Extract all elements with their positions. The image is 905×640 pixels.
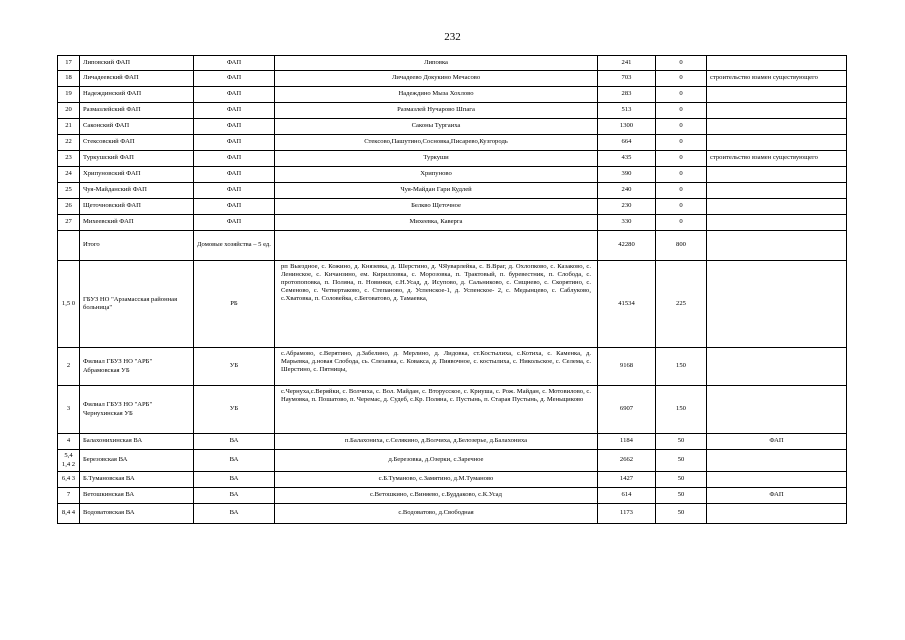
facility-type-cell: ВА xyxy=(194,472,275,488)
row-number-cell: 3 xyxy=(58,386,80,434)
facility-type-cell: ВА xyxy=(194,504,275,524)
table-row xyxy=(58,135,847,151)
settlements-cell: Надеждино Мыза Хохлово xyxy=(275,87,598,103)
settlements-cell: Размазлей Нучарово Шпага xyxy=(275,103,598,119)
note-cell: строительство взамен существующего xyxy=(707,71,847,87)
note-cell: строительство взамен существующего xyxy=(707,151,847,167)
note-cell xyxy=(707,183,847,199)
table-row xyxy=(58,348,847,386)
facility-name-cell: Саконский ФАП xyxy=(80,119,194,135)
capacity-value-cell: 225 xyxy=(656,261,707,348)
row-number-cell: 17 xyxy=(58,56,80,71)
facility-name-cell: Стексовский ФАП xyxy=(80,135,194,151)
note-cell xyxy=(707,135,847,151)
population-cell: 664 xyxy=(598,135,656,151)
page-number: 232 xyxy=(444,31,461,43)
population-cell: 2662 xyxy=(598,450,656,472)
population-cell: 614 xyxy=(598,488,656,504)
note-cell xyxy=(707,199,847,215)
facility-type-cell: ФАП xyxy=(194,71,275,87)
facility-name-cell: Личадеевский ФАП xyxy=(80,71,194,87)
settlements-cell: с.Ветошкино, с.Виняево, с.Буддаково, с.К.Усад xyxy=(275,488,598,504)
settlements-cell: Саконы Тургаиха xyxy=(275,119,598,135)
table-row xyxy=(58,71,847,87)
facility-name-cell: Итого xyxy=(80,231,194,261)
settlements-cell: д.Березовка, д.Озерки, с.Заречное xyxy=(275,450,598,472)
population-cell: 42280 xyxy=(598,231,656,261)
row-number-cell: 23 xyxy=(58,151,80,167)
note-cell xyxy=(707,56,847,71)
note-cell xyxy=(707,472,847,488)
population-cell: 1173 xyxy=(598,504,656,524)
facility-type-cell: ФАП xyxy=(194,167,275,183)
settlements-cell: рп Выездное, с. Кожино, д. Князевка, д. Шерстино, д. ЧЯуварлейка, с. В.Враг, д. Охлопково, с. Казаково, с. Ленинское, с. Кичанзино, ем. Кирилловка, с. Морозовка, п. Трактовый, п. буревестник, п. Слобода, с. протопоповка, п. Поляна, п. Новинки, с.Н.Усад, д. Исупово, д. Сальниково, с. Сищнево, с. Скорятино, с. Семеново, с. Четвертаково, с. Степаново, д. Успенское-1, д. Успенское- 2, с. Медынцево, с. Саблуково, с.Хватовка, п. Соловейка, с.Беговатово, д. Тамаевка, xyxy=(275,261,598,348)
table-row xyxy=(58,434,847,450)
settlements-cell: с.Водоватово, д.Свободная xyxy=(275,504,598,524)
capacity-value-cell: 0 xyxy=(656,56,707,71)
capacity-value-cell: 0 xyxy=(656,103,707,119)
table-row xyxy=(58,87,847,103)
capacity-value-cell: 50 xyxy=(656,488,707,504)
table-row xyxy=(58,488,847,504)
facility-type-cell: ВА xyxy=(194,488,275,504)
capacity-value-cell: 0 xyxy=(656,199,707,215)
facility-name-cell: Чуя-Майданский ФАП xyxy=(80,183,194,199)
population-cell: 41534 xyxy=(598,261,656,348)
facility-name-cell: Липовский ФАП xyxy=(80,56,194,71)
row-number-cell: 25 xyxy=(58,183,80,199)
table-row xyxy=(58,261,847,348)
facility-name-cell: Хрипуновский ФАП xyxy=(80,167,194,183)
settlements-cell: Личадеево Докукино Мечасово xyxy=(275,71,598,87)
settlements-cell: Хрипуново xyxy=(275,167,598,183)
capacity-value-cell: 50 xyxy=(656,472,707,488)
note-cell xyxy=(707,261,847,348)
row-number-cell: 8,4 4 xyxy=(58,504,80,524)
settlements-cell: Туркуши xyxy=(275,151,598,167)
population-cell: 513 xyxy=(598,103,656,119)
facility-name-cell: Щеточновский ФАП xyxy=(80,199,194,215)
note-cell xyxy=(707,103,847,119)
table-row xyxy=(58,103,847,119)
facility-type-cell: ФАП xyxy=(194,119,275,135)
row-number-cell: 1,5 0 xyxy=(58,261,80,348)
row-number-cell: 22 xyxy=(58,135,80,151)
facility-type-cell: ФАП xyxy=(194,199,275,215)
facility-type-cell: УБ xyxy=(194,348,275,386)
row-number-cell: 19 xyxy=(58,87,80,103)
facility-name-cell: Водоватовская ВА xyxy=(80,504,194,524)
capacity-value-cell: 150 xyxy=(656,348,707,386)
facility-type-cell: ФАП xyxy=(194,151,275,167)
facility-name-cell: Балахонихинская ВА xyxy=(80,434,194,450)
capacity-value-cell: 0 xyxy=(656,71,707,87)
note-cell xyxy=(707,167,847,183)
facility-name-cell: Ветошкинская ВА xyxy=(80,488,194,504)
facility-name-cell: Надеждинский ФАП xyxy=(80,87,194,103)
facility-name-cell: Филиал ГБУЗ НО "АРБ" Чернухинская УБ xyxy=(80,386,194,434)
population-cell: 703 xyxy=(598,71,656,87)
row-number-cell xyxy=(58,231,80,261)
note-cell xyxy=(707,348,847,386)
facility-type-cell: ФАП xyxy=(194,183,275,199)
population-cell: 1300 xyxy=(598,119,656,135)
settlements-cell: Чуя-Майдан Гари Кудлей xyxy=(275,183,598,199)
settlements-cell: с.Чернуха,с.Веряйки, с. Волчиха, с. Вол. Майдан, с. Вторусское, с. Криуша, с. Рож. Майдан, с. Мотовилово, с. Наумовка, п. Пошатово, п. Черемас, д. Судеб, с.Кр. Поляна, с. Пустынь, п. Старая Пустынь, д. Меньщиково xyxy=(275,386,598,434)
population-cell: 1427 xyxy=(598,472,656,488)
row-number-cell: 21 xyxy=(58,119,80,135)
capacity-value-cell: 0 xyxy=(656,151,707,167)
table-row xyxy=(58,183,847,199)
note-cell: ФАП xyxy=(707,434,847,450)
facility-name-cell: Филиал ГБУЗ НО "АРБ" Абрамовская УБ xyxy=(80,348,194,386)
facility-type-cell: РБ xyxy=(194,261,275,348)
settlements-cell: с.Б.Туманово, с.Замятино, д.М.Туманово xyxy=(275,472,598,488)
note-cell: ФАП xyxy=(707,488,847,504)
row-number-cell: 7 xyxy=(58,488,80,504)
table-row xyxy=(58,504,847,524)
population-cell: 330 xyxy=(598,215,656,231)
row-number-cell: 20 xyxy=(58,103,80,119)
capacity-value-cell: 150 xyxy=(656,386,707,434)
table-row xyxy=(58,215,847,231)
capacity-value-cell: 800 xyxy=(656,231,707,261)
table-row xyxy=(58,386,847,434)
facility-name-cell: Размазлейский ФАП xyxy=(80,103,194,119)
table-row xyxy=(58,450,847,472)
capacity-value-cell: 0 xyxy=(656,87,707,103)
settlements-cell: Липовка xyxy=(275,56,598,71)
population-cell: 6907 xyxy=(598,386,656,434)
table-row xyxy=(58,167,847,183)
population-cell: 241 xyxy=(598,56,656,71)
row-number-cell: 6,4 3 xyxy=(58,472,80,488)
note-cell xyxy=(707,386,847,434)
facility-type-cell: ФАП xyxy=(194,215,275,231)
facility-name-cell: Березовская ВА xyxy=(80,450,194,472)
note-cell xyxy=(707,87,847,103)
facility-type-cell: ВА xyxy=(194,434,275,450)
capacity-value-cell: 50 xyxy=(656,450,707,472)
facility-name-cell: ГБУЗ НО "Арзамасская районная больница" xyxy=(80,261,194,348)
table-row xyxy=(58,199,847,215)
population-cell: 240 xyxy=(598,183,656,199)
row-number-cell: 26 xyxy=(58,199,80,215)
note-cell xyxy=(707,215,847,231)
population-cell: 1184 xyxy=(598,434,656,450)
note-cell xyxy=(707,504,847,524)
settlements-cell: п.Балахониха, с.Селякино, д.Волчиха, д.Белозерье, д.Балахониха xyxy=(275,434,598,450)
settlements-cell xyxy=(275,231,598,261)
capacity-value-cell: 0 xyxy=(656,119,707,135)
row-number-cell: 5,4 1,4 2 xyxy=(58,450,80,472)
settlements-cell: Стексово,Пашутино,Сосновка,Писарево,Кузгородь xyxy=(275,135,598,151)
facility-name-cell: Михеевский ФАП xyxy=(80,215,194,231)
capacity-value-cell: 50 xyxy=(656,434,707,450)
note-cell xyxy=(707,231,847,261)
facility-name-cell: Туркушский ФАП xyxy=(80,151,194,167)
facility-name-cell: Б.Тумановская ВА xyxy=(80,472,194,488)
capacity-value-cell: 0 xyxy=(656,215,707,231)
capacity-value-cell: 0 xyxy=(656,167,707,183)
population-cell: 9168 xyxy=(598,348,656,386)
population-cell: 283 xyxy=(598,87,656,103)
note-cell xyxy=(707,450,847,472)
facilities-table xyxy=(57,55,847,524)
row-number-cell: 24 xyxy=(58,167,80,183)
population-cell: 435 xyxy=(598,151,656,167)
table-row xyxy=(58,151,847,167)
note-cell xyxy=(707,119,847,135)
facility-type-cell: ФАП xyxy=(194,103,275,119)
facility-type-cell: ФАП xyxy=(194,135,275,151)
capacity-value-cell: 50 xyxy=(656,504,707,524)
row-number-cell: 2 xyxy=(58,348,80,386)
settlements-cell: Михеевка, Каверга xyxy=(275,215,598,231)
table-row xyxy=(58,56,847,71)
population-cell: 390 xyxy=(598,167,656,183)
settlements-cell: с.Абрамово, с.Верятино, д.Забелино, д. Мерлино, д. Лидовка, ст.Костылиха, с.Котиха, с. Каменка, д. Марьевка, д.новая Слобода, сь. Слезавка, с. Ковакса, д. Пиявочное, с. костылиха, с. Никольское, с. Селема, с. Шерстино, с. Пятницы, xyxy=(275,348,598,386)
facility-type-cell: ФАП xyxy=(194,56,275,71)
table-row xyxy=(58,472,847,488)
settlements-cell: Белкво Щеточное xyxy=(275,199,598,215)
facility-type-cell: Домовые хозяйства – 5 ед. xyxy=(194,231,275,261)
facility-type-cell: УБ xyxy=(194,386,275,434)
population-cell: 230 xyxy=(598,199,656,215)
facility-type-cell: ВА xyxy=(194,450,275,472)
row-number-cell: 27 xyxy=(58,215,80,231)
capacity-value-cell: 0 xyxy=(656,135,707,151)
row-number-cell: 4 xyxy=(58,434,80,450)
table-row xyxy=(58,231,847,261)
table-row xyxy=(58,119,847,135)
row-number-cell: 18 xyxy=(58,71,80,87)
capacity-value-cell: 0 xyxy=(656,183,707,199)
facility-type-cell: ФАП xyxy=(194,87,275,103)
